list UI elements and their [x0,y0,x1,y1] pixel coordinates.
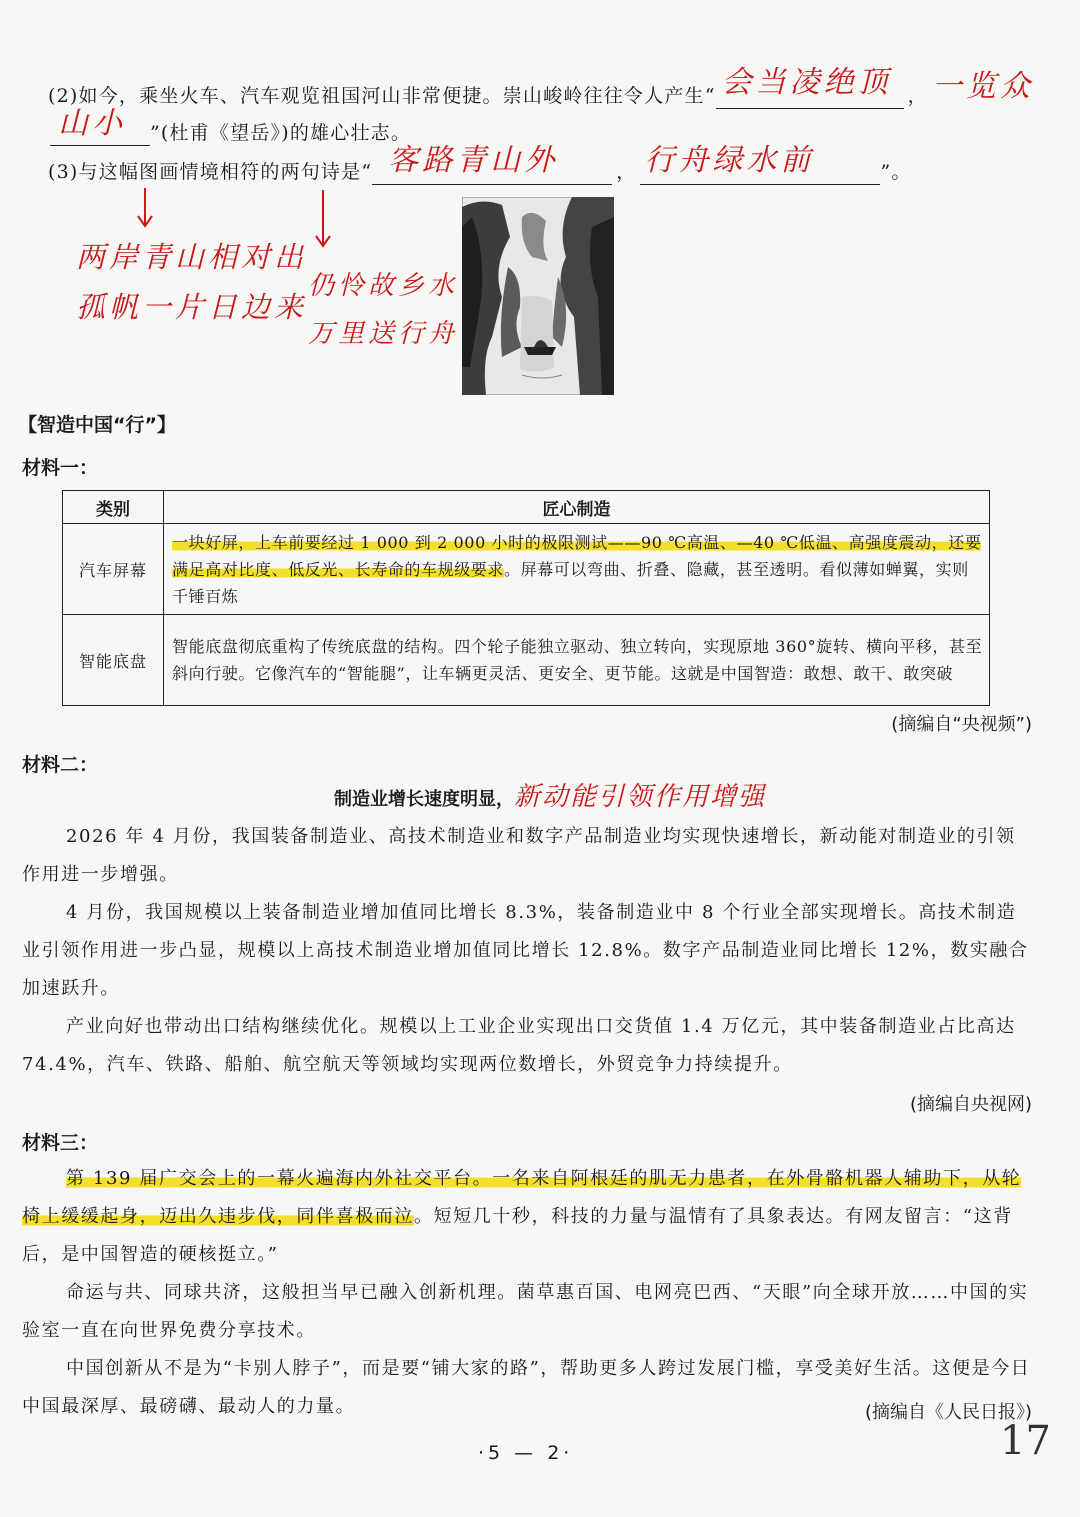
highlighted-text: 一块好屏，上车前要经过 1 000 到 2 000 小时的极限测试——90 ℃高温、—40 ℃低温、高强度震动， [172,532,949,552]
table-cell-category: 汽车屏幕 [63,524,164,615]
note-line: 两岸青山相对出 [76,240,308,274]
section-title: 【智造中国“行”】 [18,414,176,436]
note-line: 孤帆一片日边来 [76,290,308,324]
material-1-label: 材料一： [22,457,99,479]
material-2-label: 材料二： [22,754,99,776]
material-1-source: (摘编自“央视频”) [891,714,1032,735]
corner-page-number: 17 [1000,1418,1051,1464]
plain-text: 。屏幕可以弯曲、折叠、隐藏，甚至透明。看似薄如蝉翼，实则千锤百炼 [172,559,969,606]
arrow-icon [311,188,335,250]
material-2-title-line [334,776,766,813]
paragraph: 4 月份，我国规模以上装备制造业增加值同比增长 8.3%，装备制造业中 8 个行业全部实现增长。高技术制造业引领作用进一步凸显，规模以上高技术制造业增加值同比增长 12.8%。数字产品制造业同比增长 12%，数实融合加速跃升。 [22,902,1029,999]
material-3-label: 材料三： [22,1132,99,1154]
paragraph [22,1160,1032,1274]
table-row [63,615,990,706]
paragraph: 中国创新从不是为“卡别人脖子”，而是要“铺大家的路”，帮助更多人跨过发展门槛，享受美好生活。这便是今日中国最深厚、最磅礴、最动人的力量。 [22,1358,1031,1417]
table-header: 类别 [63,491,164,524]
plain-text: 。短短几十秒，科技的力量与温情有了具象表达。有网友留言：“这背后，是中国智造的硬核挺立。” [22,1206,1013,1265]
comma: ， [907,85,928,107]
note-line: 万里送行舟 [308,319,459,349]
handwritten-answer-3b: 行舟绿水前 [644,143,815,178]
material-2-source: (摘编自央视网) [909,1094,1032,1115]
paragraph: 产业向好也带动出口结构继续优化。规模以上工业企业实现出口交货值 1.4 万亿元，其中装备制造业占比高达 74.4%，汽车、铁路、船舶、航空航天等领域均实现两位数增长，外贸竞争力持续提升。 [22,1016,1016,1075]
material-3-source: (摘编自《人民日报》) [864,1402,1032,1423]
question-2-text: (2)如今，乘坐火车、汽车观览祖国河山非常便捷。崇山峻岭往往令人产生“ [48,85,716,107]
page-number: ·5 — 2· [478,1442,574,1464]
handwritten-note-right [308,262,458,358]
handwritten-answer-2b: 山小 [58,106,126,141]
table-cell-content: 智能底盘彻底重构了传统底盘的结构。四个轮子能独立驱动、独立转向，实现原地 360°旋转、横向平移，甚至斜向行驶。它像汽车的“智能腿”，让车辆更灵活、更安全、更节能。这就是中国智造：敢想、敢干、敢突破 [164,615,990,706]
question-3-end: ”。 [880,161,912,183]
paragraph: 2026 年 4 月份，我国装备制造业、高技术制造业和数字产品制造业均实现快速增长，新动能对制造业的引领作用进一步增强。 [22,826,1016,885]
material-2-body [22,818,1032,1084]
arrow-icon [133,186,157,230]
paragraph: 命运与共、同球共济，这般担当早已融入创新机理。菌草惠百国、电网亮巴西、“天眼”向全球开放……中国的实验室一直在向世界免费分享技术。 [22,1282,1029,1341]
material-1-table [62,490,990,706]
question-2-line2 [50,106,412,146]
table-header-row [63,491,990,524]
question-2-source: ”(杜甫《望岳》)的雄心壮志。 [150,122,412,144]
table-row [63,524,990,615]
highlighted-text: 下，从轮椅上缓缓起身，迈出久违步伐，同伴喜极而泣 [22,1168,1022,1227]
table-header: 匠心制造 [164,491,990,524]
highlighted-text: 还要满足高对比度、低反光、长寿命的车规级要求 [172,532,982,579]
ink-painting-image [462,197,614,395]
note-line: 仍怜故乡水 [308,271,459,301]
table-cell-category: 智能底盘 [63,615,164,706]
material-3-body [22,1160,1032,1426]
highlighted-text: 第 139 届广交会上的一幕火遍海内外社交平台。一名来自阿根廷的肌无力患者，在外骨骼机器人辅助 [66,1168,943,1189]
question-3-line [48,143,912,185]
handwritten-answer-2a: 一览众 [931,69,1034,104]
handwritten-title-note: 新动能引领作用增强 [514,782,767,812]
question-2-line1 [48,65,1068,109]
answer-blank-1 [716,65,904,109]
answer-blank-2 [50,106,150,146]
table-cell-content [164,524,990,615]
material-2-title: 制造业增长速度明显， [334,789,514,810]
answer-blank-3 [372,143,612,185]
handwritten-answer-3a: 客路青山外 [388,143,559,178]
comma: ， [616,161,637,183]
question-3-text: (3)与这幅图画情境相符的两句诗是“ [48,161,373,183]
handwritten-note-left [76,232,307,332]
answer-blank-4 [640,143,880,185]
handwritten-answer-1: 会当凌绝顶 [721,65,892,100]
